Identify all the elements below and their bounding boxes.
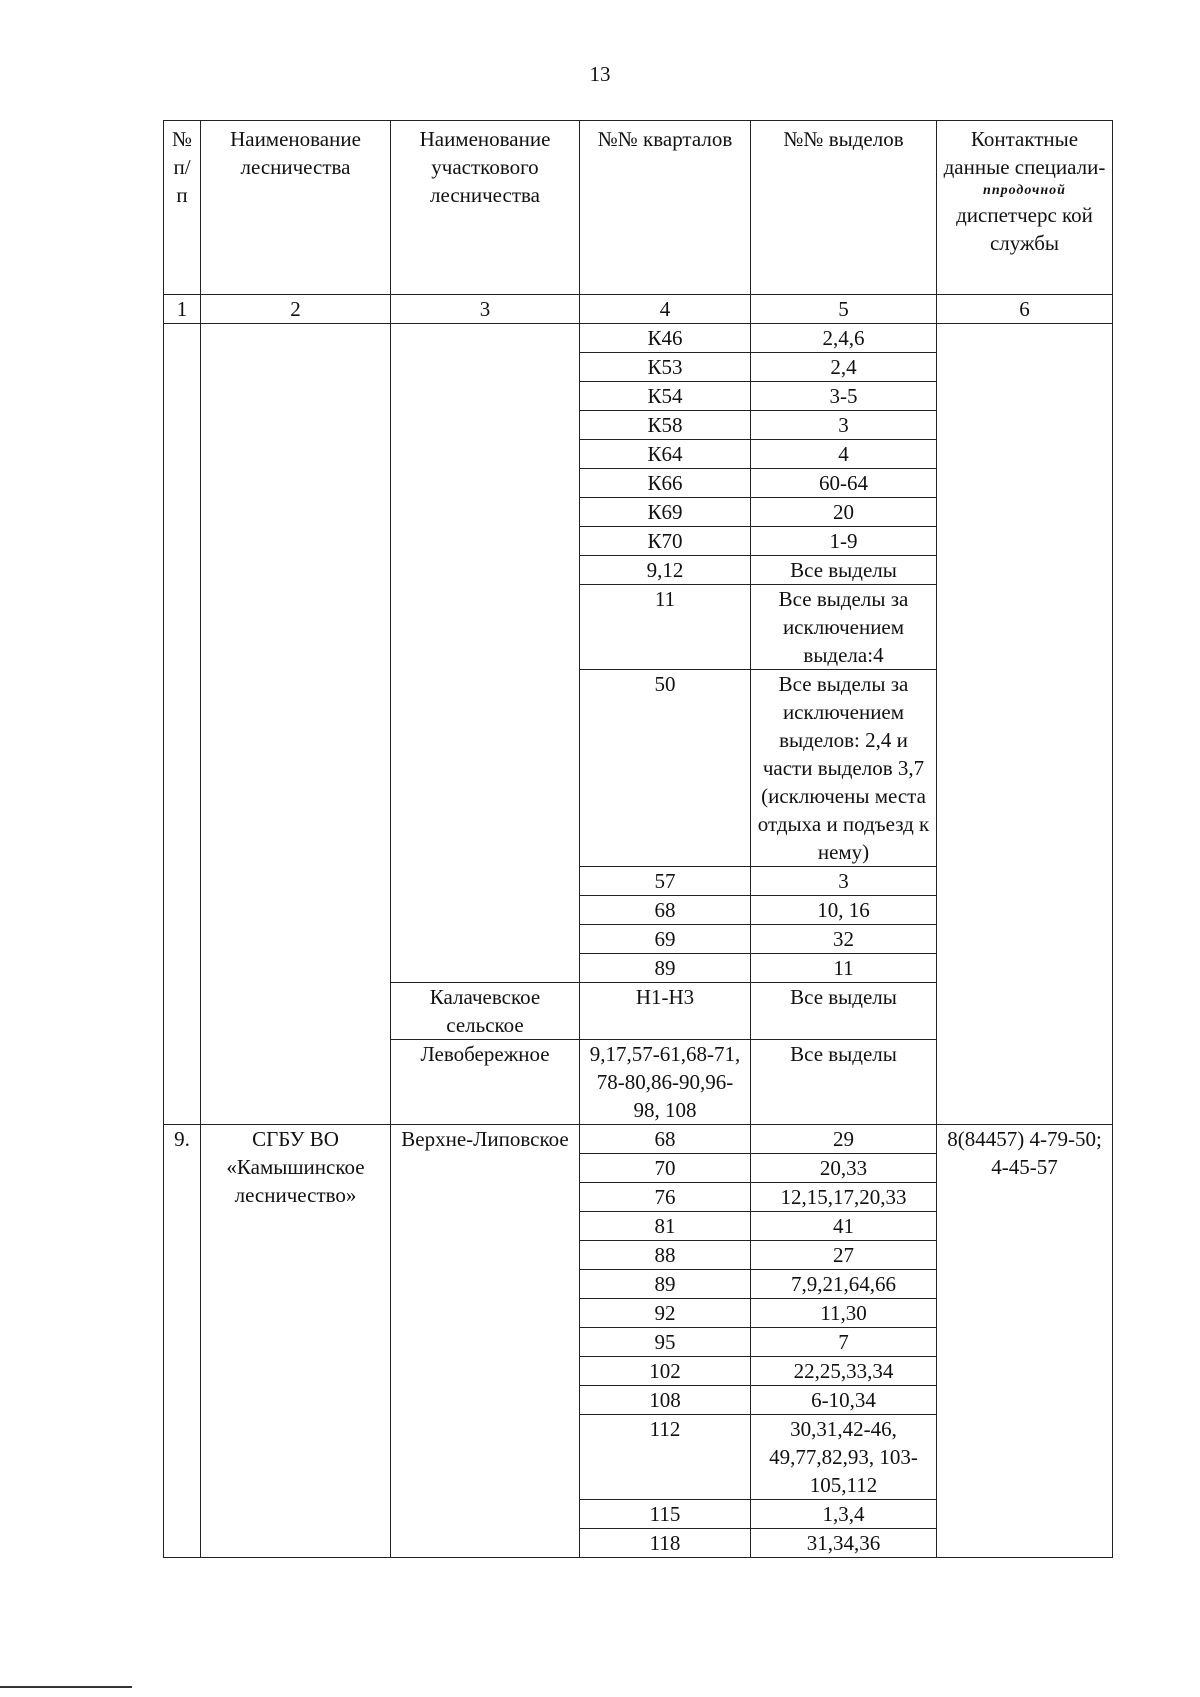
quarter-cell: 102 — [580, 1357, 751, 1386]
header-forestry-name: Наименование лесничества — [201, 121, 391, 295]
quarter-cell: К54 — [580, 382, 751, 411]
header-contacts-main: Контактные данные специали- — [943, 127, 1106, 179]
plots-cell: 30,31,42-46, 49,77,82,93, 103-105,112 — [751, 1415, 937, 1500]
column-number: 6 — [937, 295, 1113, 324]
column-number: 1 — [164, 295, 201, 324]
quarter-cell: Н1-Н3 — [580, 983, 751, 1040]
plots-cell: 31,34,36 — [751, 1529, 937, 1558]
plots-cell: 3 — [751, 867, 937, 896]
column-number: 3 — [391, 295, 580, 324]
quarter-cell: 88 — [580, 1241, 751, 1270]
district-forestry-cell — [391, 324, 580, 983]
quarter-cell: К53 — [580, 353, 751, 382]
column-number: 4 — [580, 295, 751, 324]
quarter-cell: 76 — [580, 1183, 751, 1212]
quarter-cell: 68 — [580, 896, 751, 925]
footnote-rule — [0, 1686, 132, 1688]
plots-cell: 2,4,6 — [751, 324, 937, 353]
forestry-name-cell: СГБУ ВО «Камышинское лесничество» — [201, 1125, 391, 1558]
contact-cell: 8(84457) 4-79-50; 4-45-57 — [937, 1125, 1113, 1558]
quarter-cell: 9,17,57-61,68-71, 78-80,86-90,96-98, 108 — [580, 1040, 751, 1125]
plots-cell: 60-64 — [751, 469, 937, 498]
plots-cell: Все выделы — [751, 983, 937, 1040]
plots-cell: Все выделы — [751, 556, 937, 585]
quarter-cell: 50 — [580, 670, 751, 867]
plots-cell: 3 — [751, 411, 937, 440]
plots-cell: 12,15,17,20,33 — [751, 1183, 937, 1212]
header-quarters: №№ кварталов — [580, 121, 751, 295]
forestry-table — [163, 120, 1113, 1558]
row-number-cell: 9. — [164, 1125, 201, 1558]
plots-cell: 1-9 — [751, 527, 937, 556]
header-plots: №№ выделов — [751, 121, 937, 295]
quarter-cell: 70 — [580, 1154, 751, 1183]
plots-cell: 22,25,33,34 — [751, 1357, 937, 1386]
plots-cell: 7 — [751, 1328, 937, 1357]
district-forestry-cell: Левобережное — [391, 1040, 580, 1125]
plots-cell: 11 — [751, 954, 937, 983]
plots-cell: 4 — [751, 440, 937, 469]
quarter-cell: 11 — [580, 585, 751, 670]
header-contacts-rest: диспетчерс кой службы — [956, 203, 1093, 255]
header-number: № п/п — [164, 121, 201, 295]
plots-cell: Все выделы за исключением выделов: 2,4 и части выделов 3,7 (исключены места отдыха и подъезд к нему) — [751, 670, 937, 867]
table-header-row — [164, 121, 1113, 295]
quarter-cell: 69 — [580, 925, 751, 954]
plots-cell: 1,3,4 — [751, 1500, 937, 1529]
quarter-cell: 115 — [580, 1500, 751, 1529]
table-row — [164, 324, 1113, 353]
district-forestry-cell: Верхне-Липовское — [391, 1125, 580, 1558]
district-forestry-cell: Калачевское сельское — [391, 983, 580, 1040]
plots-cell: 11,30 — [751, 1299, 937, 1328]
quarter-cell: К46 — [580, 324, 751, 353]
plots-cell: 2,4 — [751, 353, 937, 382]
row-number-cell — [164, 324, 201, 1125]
plots-cell: 27 — [751, 1241, 937, 1270]
quarter-cell: 89 — [580, 1270, 751, 1299]
quarter-cell: 57 — [580, 867, 751, 896]
header-contacts — [937, 121, 1113, 295]
page-number: 13 — [589, 62, 611, 86]
plots-cell: Все выделы — [751, 1040, 937, 1125]
quarter-cell: 118 — [580, 1529, 751, 1558]
header-district-forestry-name: Наименование участкового лесничества — [391, 121, 580, 295]
quarter-cell: К64 — [580, 440, 751, 469]
plots-cell: 29 — [751, 1125, 937, 1154]
plots-cell: 6-10,34 — [751, 1386, 937, 1415]
quarter-cell: 68 — [580, 1125, 751, 1154]
quarter-cell: К70 — [580, 527, 751, 556]
column-numbers-row — [164, 295, 1113, 324]
plots-cell: 20,33 — [751, 1154, 937, 1183]
forestry-name-cell — [201, 324, 391, 1125]
quarter-cell: К58 — [580, 411, 751, 440]
plots-cell: 3-5 — [751, 382, 937, 411]
quarter-cell: 95 — [580, 1328, 751, 1357]
header-contacts-garbled: ппродочной — [983, 183, 1066, 198]
quarter-cell: К69 — [580, 498, 751, 527]
column-number: 5 — [751, 295, 937, 324]
contact-cell — [937, 324, 1113, 1125]
plots-cell: 41 — [751, 1212, 937, 1241]
plots-cell: 7,9,21,64,66 — [751, 1270, 937, 1299]
plots-cell: 10, 16 — [751, 896, 937, 925]
quarter-cell: 9,12 — [580, 556, 751, 585]
quarter-cell: 108 — [580, 1386, 751, 1415]
quarter-cell: 112 — [580, 1415, 751, 1500]
plots-cell: Все выделы за исключением выдела:4 — [751, 585, 937, 670]
quarter-cell: 92 — [580, 1299, 751, 1328]
column-number: 2 — [201, 295, 391, 324]
quarter-cell: 89 — [580, 954, 751, 983]
plots-cell: 32 — [751, 925, 937, 954]
plots-cell: 20 — [751, 498, 937, 527]
quarter-cell: 81 — [580, 1212, 751, 1241]
table-row — [164, 1125, 1113, 1154]
quarter-cell: К66 — [580, 469, 751, 498]
